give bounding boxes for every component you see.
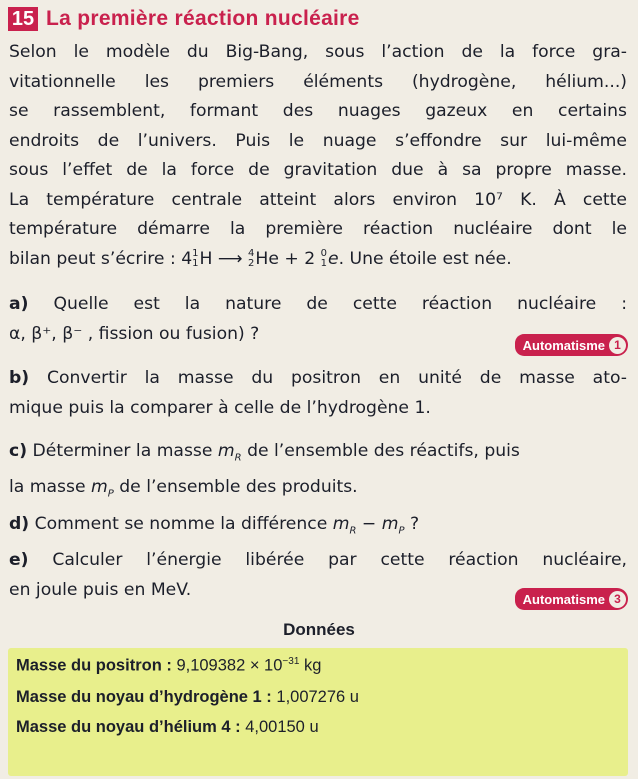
question-a-label: a)	[9, 294, 29, 314]
intro-line: endroits de l’univers. Puis le nuage s’effondre sur lui-même	[9, 130, 627, 151]
helium-nuclide-indices: 4 2	[248, 247, 255, 269]
question-b-text-2: mique puis la comparer à celle de l’hydrogène 1.	[9, 397, 431, 418]
question-e-text-2: en joule puis en MeV.	[9, 579, 192, 600]
donnees-hydrogen-mass: Masse du noyau d’hydrogène 1 : 1,007276 u	[16, 688, 359, 706]
hydrogen-nuclide-indices: 1 1	[192, 247, 199, 269]
mass-mr: $m_R$	[217, 441, 242, 464]
question-a-text-2: α, β⁺, β⁻ , fission ou fusion) ?	[9, 323, 260, 344]
intro-line: Selon le modèle du Big-Bang, sous l’action de la force gra-	[9, 42, 627, 62]
question-e-text: Calculer l’énergie libérée par cette réaction nucléaire,	[52, 550, 627, 570]
plus-coefficient: + 2	[278, 248, 316, 269]
question-a-text: Quelle est la nature de cette réaction nucléaire :	[53, 294, 627, 314]
bilan-suffix: . Une étoile est née.	[338, 248, 512, 269]
automatisme-badge-3: Automatisme 3	[515, 588, 628, 610]
helium-symbol: He	[255, 248, 279, 269]
question-d-label: d)	[9, 514, 30, 534]
exercise-header	[8, 4, 360, 34]
bilan-equation-line	[9, 245, 627, 275]
badge-number-3: 3	[609, 591, 626, 608]
question-c-label: c)	[9, 441, 28, 461]
intro-line: vitationnelle les premiers éléments (hydrogène, hélium...)	[9, 71, 627, 92]
intro-paragraph	[9, 38, 627, 274]
donnees-title: Données	[283, 620, 355, 639]
question-d: d) Comment se nomme la différence $m_R - m_P$ ?	[9, 514, 420, 537]
hydrogen-symbol: H	[199, 248, 213, 269]
automatisme-badge-1: Automatisme 1	[515, 334, 628, 356]
positron-symbol: e	[328, 248, 339, 269]
mass-mp: $m_P$	[91, 476, 114, 500]
positron-nuclide-indices: 0 1	[320, 247, 328, 269]
donnees-helium-mass: Masse du noyau d’hélium 4 : 4,00150 u	[16, 718, 319, 736]
badge-number-1: 1	[609, 337, 626, 354]
question-c: c) Déterminer la masse $m_R$ de l’ensemble des réactifs, puis la masse $m_P$ de l’ensemble des produits.	[9, 441, 520, 500]
question-e-label: e)	[9, 550, 29, 570]
intro-line: sous l’effet de la force de gravitation due à sa propre masse.	[9, 160, 627, 180]
question-b	[9, 364, 627, 423]
donnees-positron-mass: Masse du positron : $9,109382 \times 10^{-31}$ kg	[16, 656, 322, 675]
intro-line: se rassemblent, formant des nuages gazeux en certains	[9, 101, 627, 121]
question-b-label: b)	[9, 368, 30, 388]
bilan-prefix: bilan peut s’écrire : 4	[9, 248, 193, 269]
donnees-box	[8, 648, 628, 776]
exercise-number-badge: 15	[8, 7, 38, 31]
question-b-text: Convertir la masse du positron en unité de masse ato-	[47, 368, 627, 388]
exercise-title: La première réaction nucléaire	[46, 7, 360, 30]
intro-line: température démarre la première réaction nucléaire dont le	[9, 219, 627, 239]
intro-line: La température centrale atteint alors environ 10⁷ K. À cette	[9, 189, 627, 210]
reaction-arrow: ⟶	[217, 248, 243, 269]
